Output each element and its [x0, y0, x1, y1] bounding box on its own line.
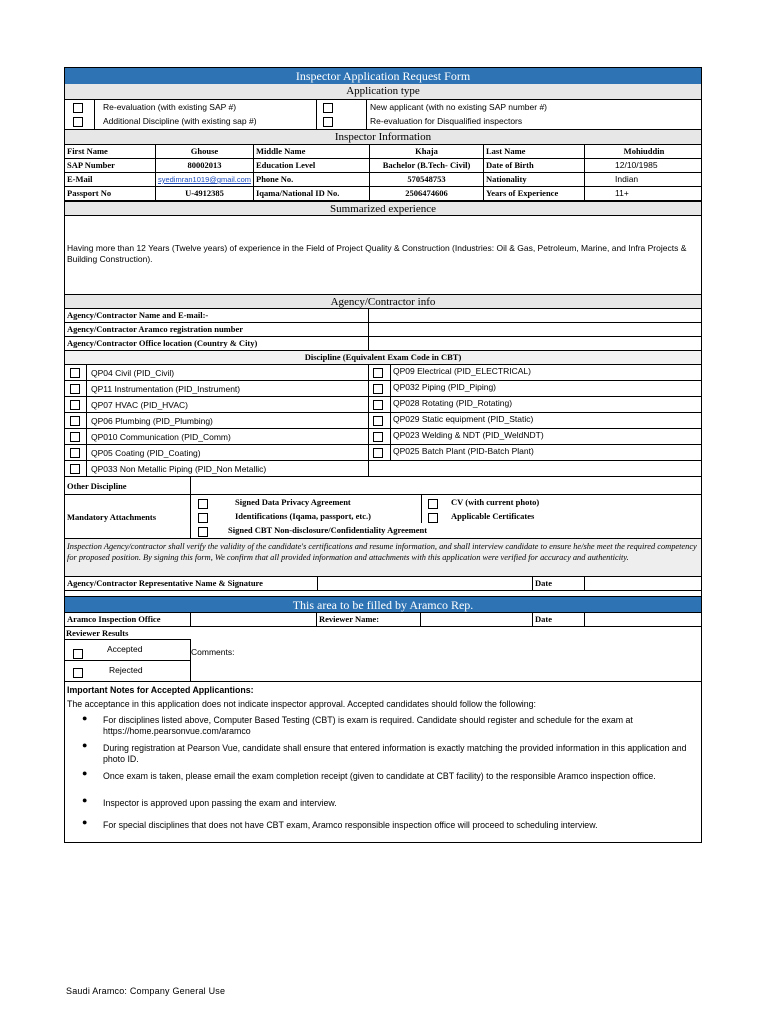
reviewer-results-label: Reviewer Results	[66, 628, 129, 638]
bullet-icon: ●	[82, 713, 88, 723]
info-value[interactable]: 11+	[615, 188, 629, 198]
info-value[interactable]: syedimran1019@gmail.com	[156, 173, 254, 186]
discipline-row	[65, 461, 701, 477]
discipline-label: QP11 Instrumentation (PID_Instrument)	[87, 381, 369, 396]
cbt-nda-checkbox[interactable]	[198, 527, 208, 537]
discipline-label: QP032 Piping (PID_Piping)	[393, 382, 497, 392]
application-type-heading: Application type	[65, 84, 701, 100]
attachment-label: Applicable Certificates	[451, 511, 535, 521]
privacy-agreement-checkbox[interactable]	[198, 499, 208, 509]
discipline-label: QP029 Static equipment (PID_Static)	[393, 414, 534, 424]
representative-row	[65, 577, 701, 591]
discipline-row	[65, 397, 701, 413]
discipline-checkbox[interactable]	[70, 448, 80, 458]
agency-heading: Agency/Contractor info	[65, 294, 701, 309]
info-value[interactable]: 570548753	[370, 173, 484, 186]
new-applicant-checkbox[interactable]	[323, 103, 333, 113]
accepted-checkbox[interactable]	[73, 649, 83, 659]
discipline-label: QP04 Civil (PID_Civil)	[87, 365, 369, 380]
aramco-office-field[interactable]	[191, 613, 317, 626]
verification-box	[65, 539, 701, 577]
reviewer-results	[65, 627, 701, 682]
info-value[interactable]: 80002013	[156, 159, 254, 172]
option-label: Re-evaluation for Disqualified inspectors	[370, 116, 523, 126]
divider	[65, 639, 191, 640]
discipline-row	[65, 429, 701, 445]
summary-heading: Summarized experience	[65, 201, 701, 216]
discipline-row	[65, 445, 701, 461]
bullet-icon: ●	[82, 740, 88, 750]
info-label: Last Name	[484, 145, 585, 158]
certificates-checkbox[interactable]	[428, 513, 438, 523]
rejected-checkbox[interactable]	[73, 668, 83, 678]
attachment-label: Signed CBT Non-disclosure/Confidentiality Agreement	[228, 525, 428, 535]
inspector-info-row	[65, 145, 701, 159]
aramco-office-label: Aramco Inspection Office	[65, 613, 191, 626]
summary-text: Having more than 12 Years (Twelve years) of experience in the Field of Project Quality & Construction (Industries: Oil & Gas, Petroleum, Marine, and Infra Projects & Building Construction).	[67, 243, 687, 264]
info-label: E-Mail	[65, 173, 156, 186]
agency-reg-label: Agency/Contractor Aramco registration number	[65, 323, 369, 336]
cv-checkbox[interactable]	[428, 499, 438, 509]
discipline-checkbox[interactable]	[373, 416, 383, 426]
info-label: Passport No	[65, 187, 156, 200]
option-label: New applicant (with no existing SAP number #)	[370, 102, 548, 112]
additional-discipline-checkbox[interactable]	[73, 117, 83, 127]
divider	[65, 660, 191, 661]
info-label: Phone No.	[254, 173, 370, 186]
info-label: Date of Birth	[484, 159, 585, 172]
info-label: Iqama/National ID No.	[254, 187, 370, 200]
discipline-label: QP010 Communication (PID_Comm)	[87, 429, 369, 444]
info-label: SAP Number	[65, 159, 156, 172]
discipline-label: QP09 Electrical (PID_ELECTRICAL)	[393, 366, 531, 376]
discipline-checkbox[interactable]	[373, 432, 383, 442]
notes-section	[65, 682, 701, 842]
info-label: Nationality	[484, 173, 585, 186]
inspector-info-row	[65, 173, 701, 187]
inspector-info-row	[65, 187, 701, 201]
attachment-label: CV (with current photo)	[451, 497, 540, 507]
inspector-info-heading: Inspector Information	[65, 129, 701, 145]
info-value[interactable]: 12/10/1985	[615, 160, 658, 170]
inspector-info-row	[65, 159, 701, 173]
rejected-label: Rejected	[109, 665, 143, 675]
option-label: Re-evaluation (with existing SAP #)	[103, 102, 237, 112]
info-label: Middle Name	[254, 145, 370, 158]
reviewer-name-field[interactable]	[421, 613, 533, 626]
note-bullet: During registration at Pearson Vue, candidate shall ensure that entered information is exactly matching the provided information in this application and photo ID.	[103, 743, 687, 764]
discipline-checkbox[interactable]	[373, 384, 383, 394]
bullet-icon: ●	[82, 795, 88, 805]
discipline-checkbox[interactable]	[70, 464, 80, 474]
info-label: Years of Experience	[484, 187, 585, 200]
discipline-label: QP06 Plumbing (PID_Plumbing)	[87, 413, 369, 428]
agency-row	[65, 337, 701, 351]
aramco-heading: This area to be filled by Aramco Rep.	[65, 597, 701, 613]
re-evaluation-checkbox[interactable]	[73, 103, 83, 113]
form-title: Inspector Application Request Form	[65, 68, 701, 84]
discipline-checkbox[interactable]	[70, 384, 80, 394]
aramco-office-row	[65, 613, 701, 627]
mandatory-label: Mandatory Attachments	[65, 495, 191, 538]
discipline-checkbox[interactable]	[373, 368, 383, 378]
attachment-label: Signed Data Privacy Agreement	[235, 497, 351, 507]
notes-intro: The acceptance in this application does not indicate inspector approval. Accepted candidates should follow the following:	[67, 699, 536, 709]
date-label: Date	[533, 577, 585, 590]
agency-row	[65, 309, 701, 323]
discipline-heading: Discipline (Equivalent Exam Code in CBT)	[65, 351, 701, 365]
discipline-checkbox[interactable]	[70, 400, 80, 410]
summary-box	[65, 216, 701, 296]
date-field[interactable]	[585, 577, 703, 590]
notes-heading: Important Notes for Accepted Applicantions:	[67, 685, 254, 695]
info-value[interactable]: Khaja	[370, 145, 484, 158]
info-value[interactable]: 2506474606	[370, 187, 484, 200]
note-bullet: For special disciplines that does not have CBT exam, Aramco responsible inspection office will proceed to scheduling interview.	[103, 820, 598, 830]
discipline-label: QP023 Welding & NDT (PID_WeldNDT)	[393, 430, 544, 440]
verification-text: Inspection Agency/contractor shall verify the validity of the candidate's certifications and resume information, and shall interview candidate to ensure he/she meet the required competency for proposed position. By signing this form, We confirm that all provided information and attachments with this application were verified for accuracy and authenticity.	[67, 542, 697, 562]
application-form	[64, 67, 702, 843]
footer-classification: Saudi Aramco: Company General Use	[66, 986, 226, 996]
application-type-options	[65, 100, 701, 130]
discipline-label: QP05 Coating (PID_Coating)	[87, 445, 369, 460]
note-bullet: Once exam is taken, please email the exam completion receipt (given to candidate at CBT facility) to the responsible Aramco inspection office.	[103, 771, 656, 781]
aramco-date-label: Date	[533, 613, 585, 626]
discipline-label: QP028 Rotating (PID_Rotating)	[393, 398, 513, 408]
attachment-label: Identifications (Iqama, passport, etc.)	[235, 511, 371, 521]
other-discipline-row	[65, 477, 701, 495]
discipline-label: QP033 Non Metallic Piping (PID_Non Metallic)	[87, 461, 369, 476]
agency-location-label: Agency/Contractor Office location (Country & City)	[65, 337, 369, 350]
info-value[interactable]: U-4912385	[156, 187, 254, 200]
option-label: Additional Discipline (with existing sap #)	[103, 116, 257, 126]
representative-field[interactable]	[317, 577, 533, 590]
agency-name-label: Agency/Contractor Name and E-mail:-	[65, 309, 369, 322]
re-evaluation-disqualified-checkbox[interactable]	[323, 117, 333, 127]
discipline-label: QP07 HVAC (PID_HVAC)	[87, 397, 369, 412]
discipline-label: QP025 Batch Plant (PID-Batch Plant)	[393, 446, 534, 456]
discipline-checkbox[interactable]	[70, 432, 80, 442]
discipline-checkbox[interactable]	[373, 400, 383, 410]
divider	[421, 495, 422, 523]
info-label: Education Level	[254, 159, 370, 172]
info-value[interactable]: Bachelor (B.Tech- Civil)	[370, 159, 484, 172]
info-value[interactable]: Indian	[615, 174, 639, 184]
note-bullet: For disciplines listed above, Computer Based Testing (CBT) is exam is required. Candidate should register and schedule for the exam at https://home.pearsonvue.com/aramco	[103, 715, 633, 736]
bullet-icon: ●	[82, 768, 88, 778]
info-label: First Name	[65, 145, 156, 158]
aramco-date-field[interactable]	[585, 613, 703, 626]
note-bullet: Inspector is approved upon passing the exam and interview.	[103, 798, 337, 808]
representative-label: Agency/Contractor Representative Name & Signature	[67, 578, 263, 588]
discipline-row	[65, 413, 701, 429]
mandatory-attachments	[65, 495, 701, 539]
discipline-checkbox[interactable]	[70, 368, 80, 378]
bullet-icon: ●	[82, 817, 88, 827]
discipline-row	[65, 365, 701, 381]
discipline-checkbox[interactable]	[373, 448, 383, 458]
accepted-label: Accepted	[107, 644, 143, 654]
info-value[interactable]: Ghouse	[156, 145, 254, 158]
discipline-checkbox[interactable]	[70, 416, 80, 426]
reviewer-name-label: Reviewer Name:	[317, 613, 421, 626]
agency-row	[65, 323, 701, 337]
other-discipline-label: Other Discipline	[65, 477, 191, 494]
comments-label: Comments:	[191, 647, 235, 657]
info-value[interactable]: Mohiuddin	[623, 146, 665, 156]
identifications-checkbox[interactable]	[198, 513, 208, 523]
discipline-row	[65, 381, 701, 397]
